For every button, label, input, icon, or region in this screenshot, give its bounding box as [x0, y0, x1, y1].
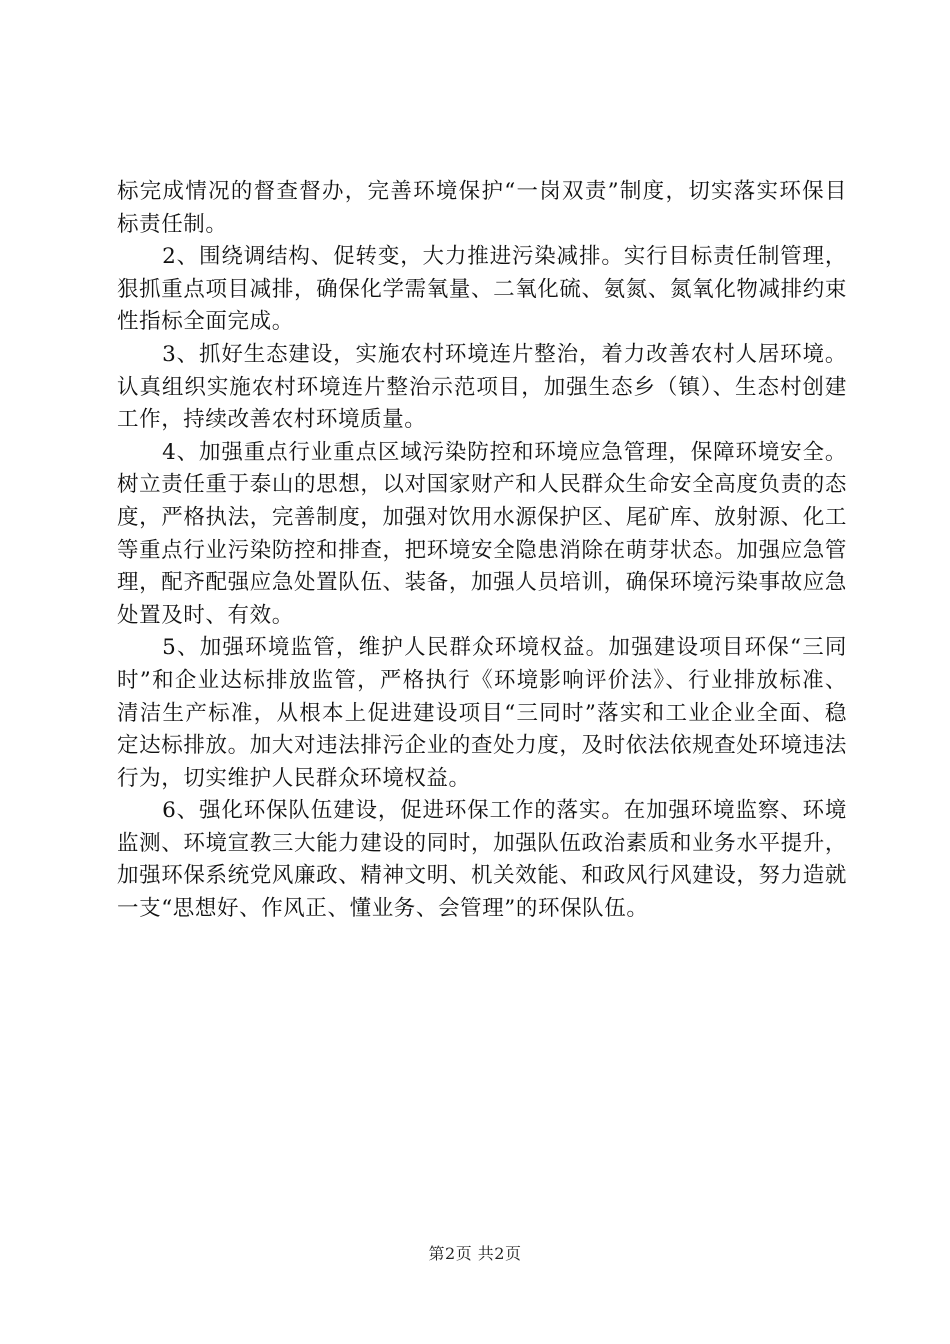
document-body — [117, 176, 847, 926]
page-number-label: 第2页 共2页 — [428, 1244, 522, 1263]
paragraph-item-3: 3、抓好生态建设，实施农村环境连片整治，着力改善农村人居环境。认真组织实施农村环境连片整治示范项目，加强生态乡（镇）、生态村创建工作，持续改善农村环境质量。 — [117, 341, 847, 433]
paragraph-item-4: 4、加强重点行业重点区域污染防控和环境应急管理，保障环境安全。树立责任重于泰山的思想，以对国家财产和人民群众生命安全高度负责的态度，严格执法，完善制度，加强对饮用水源保护区、尾矿库、放射源、化工等重点行业污染防控和排查，把环境安全隐患消除在萌芽状态。加强应急管理，配齐配强应急处置队伍、装备，加强人员培训，确保环境污染事故应急处置及时、有效。 — [117, 439, 847, 628]
paragraph-item-5: 5、加强环境监管，维护人民群众环境权益。加强建设项目环保“三同时”和企业达标排放监管，严格执行《环境影响评价法》、行业排放标准、清洁生产标准，从根本上促进建设项目“三同时”落实和工业企业全面、稳定达标排放。加大对违法排污企业的查处力度，及时依法依规查处环境违法行为，切实维护人民群众环境权益。 — [117, 635, 847, 791]
paragraph-item-2: 2、围绕调结构、促转变，大力推进污染减排。实行目标责任制管理，狠抓重点项目减排，确保化学需氧量、二氧化硫、氨氮、氮氧化物减排约束性指标全面完成。 — [117, 244, 847, 335]
paragraph-item-6: 6、强化环保队伍建设，促进环保工作的落实。在加强环境监察、环境监测、环境宣教三大能力建设的同时，加强队伍政治素质和业务水平提升，加强环保系统党风廉政、精神文明、机关效能、和政风行风建设，努力造就一支“思想好、作风正、懂业务、会管理”的环保队伍。 — [117, 798, 847, 922]
paragraph-continuation: 标完成情况的督查督办，完善环境保护“一岗双责”制度，切实落实环保目标责任制。 — [117, 179, 847, 237]
page-footer — [0, 1244, 950, 1264]
